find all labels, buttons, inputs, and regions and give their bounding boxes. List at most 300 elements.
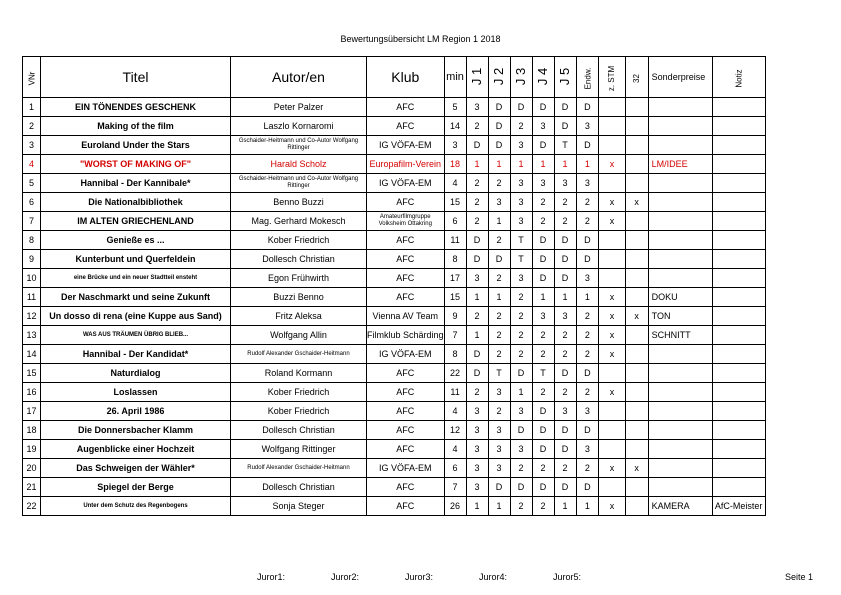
cell-j2: D <box>488 136 510 155</box>
cell-titel: Naturdialog <box>41 364 231 383</box>
cell-autor: Mag. Gerhard Mokesch <box>231 212 367 231</box>
cell-notiz <box>712 383 765 402</box>
cell-c32: x <box>625 459 648 478</box>
page-title: Bewertungsübersicht LM Region 1 2018 <box>340 34 501 44</box>
cell-notiz <box>712 459 765 478</box>
cell-j2: 2 <box>488 326 510 345</box>
cell-c32 <box>625 421 648 440</box>
cell-notiz <box>712 212 765 231</box>
cell-endw: 3 <box>576 440 599 459</box>
cell-endw: 2 <box>576 345 599 364</box>
cell-nr: 4 <box>23 155 41 174</box>
cell-j3: 1 <box>510 383 532 402</box>
cell-sonder <box>648 269 712 288</box>
cell-j4: 1 <box>532 288 554 307</box>
cell-autor: Egon Frühwirth <box>231 269 367 288</box>
cell-klub: AFC <box>367 440 445 459</box>
cell-notiz <box>712 307 765 326</box>
cell-sonder <box>648 212 712 231</box>
cell-sonder <box>648 136 712 155</box>
cell-j1: 2 <box>466 193 488 212</box>
cell-j2: 3 <box>488 459 510 478</box>
cell-j2: 3 <box>488 193 510 212</box>
cell-nr: 15 <box>23 364 41 383</box>
cell-endw: D <box>576 364 599 383</box>
cell-min: 26 <box>444 497 466 516</box>
cell-nr: 5 <box>23 174 41 193</box>
cell-zstm: x <box>599 497 625 516</box>
cell-j4: 2 <box>532 193 554 212</box>
cell-sonder <box>648 364 712 383</box>
cell-titel: Spiegel der Berge <box>41 478 231 497</box>
cell-nr: 17 <box>23 402 41 421</box>
cell-klub: AFC <box>367 421 445 440</box>
cell-endw: 3 <box>576 117 599 136</box>
cell-autor: Gschaider-Heitmann und Co-Autor Wolfgang Rittinger <box>231 136 367 155</box>
cell-endw: D <box>576 421 599 440</box>
table-row <box>23 326 766 345</box>
cell-notiz <box>712 98 765 117</box>
cell-zstm: x <box>599 307 625 326</box>
cell-j4: 3 <box>532 307 554 326</box>
cell-j5: 2 <box>554 193 576 212</box>
cell-notiz <box>712 402 765 421</box>
cell-notiz <box>712 345 765 364</box>
cell-titel: Un dosso di rena (eine Kuppe aus Sand) <box>41 307 231 326</box>
cell-sonder <box>648 231 712 250</box>
cell-j4: 3 <box>532 174 554 193</box>
table-row <box>23 212 766 231</box>
cell-sonder <box>648 174 712 193</box>
cell-zstm: x <box>599 155 625 174</box>
cell-j5: D <box>554 364 576 383</box>
cell-zstm <box>599 250 625 269</box>
cell-j2: D <box>488 117 510 136</box>
cell-klub: Amateurfilmgruppe Volksheim Ottakring <box>367 212 445 231</box>
cell-c32 <box>625 231 648 250</box>
cell-endw: 1 <box>576 288 599 307</box>
cell-autor: Gschaider-Heitmann und Co-Autor Wolfgang Rittinger <box>231 174 367 193</box>
cell-endw: D <box>576 231 599 250</box>
cell-j4: 2 <box>532 497 554 516</box>
cell-min: 17 <box>444 269 466 288</box>
cell-j2: D <box>488 478 510 497</box>
cell-j2: 3 <box>488 440 510 459</box>
cell-titel: Making of the film <box>41 117 231 136</box>
cell-endw: 1 <box>576 497 599 516</box>
juror4-label: Juror4: <box>479 572 508 582</box>
cell-j3: 2 <box>510 459 532 478</box>
cell-titel: EIN TÖNENDES GESCHENK <box>41 98 231 117</box>
cell-j1: 3 <box>466 440 488 459</box>
cell-klub: AFC <box>367 364 445 383</box>
cell-endw: 2 <box>576 307 599 326</box>
cell-c32 <box>625 402 648 421</box>
cell-j4: D <box>532 250 554 269</box>
page-number: Seite 1 <box>785 572 814 582</box>
cell-j2: 2 <box>488 174 510 193</box>
cell-zstm <box>599 402 625 421</box>
cell-titel: Das Schweigen der Wähler* <box>41 459 231 478</box>
cell-j1: D <box>466 345 488 364</box>
header-zstm: z. STM <box>599 57 625 98</box>
cell-notiz <box>712 136 765 155</box>
header-klub: Klub <box>367 57 445 98</box>
cell-j3: 2 <box>510 288 532 307</box>
cell-nr: 9 <box>23 250 41 269</box>
cell-zstm <box>599 478 625 497</box>
cell-sonder: LM/IDEE <box>648 155 712 174</box>
cell-j1: 3 <box>466 478 488 497</box>
cell-endw: 2 <box>576 326 599 345</box>
cell-titel: IM ALTEN GRIECHENLAND <box>41 212 231 231</box>
header-j1: J 1 <box>466 57 488 98</box>
table-row <box>23 231 766 250</box>
cell-min: 22 <box>444 364 466 383</box>
cell-min: 11 <box>444 383 466 402</box>
cell-zstm <box>599 117 625 136</box>
header-sonderpreise: Sonderpreise <box>648 57 712 98</box>
cell-c32 <box>625 98 648 117</box>
footer <box>0 572 841 584</box>
cell-notiz <box>712 231 765 250</box>
cell-klub: AFC <box>367 231 445 250</box>
cell-klub: AFC <box>367 497 445 516</box>
cell-j3: 3 <box>510 440 532 459</box>
cell-sonder <box>648 98 712 117</box>
cell-sonder <box>648 383 712 402</box>
cell-sonder: DOKU <box>648 288 712 307</box>
cell-titel: Der Naschmarkt und seine Zukunft <box>41 288 231 307</box>
cell-j1: 1 <box>466 326 488 345</box>
cell-sonder <box>648 440 712 459</box>
cell-zstm <box>599 98 625 117</box>
cell-c32 <box>625 288 648 307</box>
cell-autor: Dollesch Christian <box>231 478 367 497</box>
cell-j4: D <box>532 231 554 250</box>
cell-j4: D <box>532 136 554 155</box>
cell-autor: Peter Palzer <box>231 98 367 117</box>
juror2-label: Juror2: <box>331 572 360 582</box>
cell-sonder <box>648 117 712 136</box>
cell-j5: 1 <box>554 155 576 174</box>
cell-j2: 2 <box>488 307 510 326</box>
cell-endw: 3 <box>576 269 599 288</box>
cell-j5: 1 <box>554 497 576 516</box>
cell-klub: AFC <box>367 193 445 212</box>
cell-klub: AFC <box>367 288 445 307</box>
juror3-label: Juror3: <box>405 572 434 582</box>
cell-klub: AFC <box>367 117 445 136</box>
cell-j1: 2 <box>466 117 488 136</box>
cell-endw: 2 <box>576 383 599 402</box>
cell-c32 <box>625 136 648 155</box>
cell-j3: 2 <box>510 326 532 345</box>
cell-notiz: AfC-Meister <box>712 497 765 516</box>
cell-min: 8 <box>444 250 466 269</box>
cell-j5: D <box>554 231 576 250</box>
cell-zstm <box>599 269 625 288</box>
cell-j4: D <box>532 269 554 288</box>
cell-j4: D <box>532 98 554 117</box>
cell-titel: Kunterbunt und Querfeldein <box>41 250 231 269</box>
cell-j3: 3 <box>510 212 532 231</box>
cell-klub: Europafilm-Verein <box>367 155 445 174</box>
cell-endw: D <box>576 250 599 269</box>
cell-klub: AFC <box>367 269 445 288</box>
table-row <box>23 193 766 212</box>
juror1-label: Juror1: <box>257 572 286 582</box>
cell-titel: WAS AUS TRÄUMEN ÜBRIG BLIEB... <box>41 326 231 345</box>
evaluation-table <box>22 56 766 516</box>
cell-j3: 3 <box>510 269 532 288</box>
cell-j3: 2 <box>510 117 532 136</box>
cell-j3: 3 <box>510 136 532 155</box>
table-row <box>23 307 766 326</box>
cell-zstm: x <box>599 326 625 345</box>
cell-j5: 2 <box>554 459 576 478</box>
cell-nr: 22 <box>23 497 41 516</box>
cell-min: 14 <box>444 117 466 136</box>
cell-zstm: x <box>599 383 625 402</box>
cell-titel: Euroland Under the Stars <box>41 136 231 155</box>
cell-j2: 1 <box>488 497 510 516</box>
cell-c32 <box>625 364 648 383</box>
cell-j1: 1 <box>466 155 488 174</box>
cell-nr: 18 <box>23 421 41 440</box>
cell-sonder <box>648 459 712 478</box>
table-row <box>23 98 766 117</box>
cell-titel: Die Donnersbacher Klamm <box>41 421 231 440</box>
cell-min: 4 <box>444 174 466 193</box>
cell-j5: 3 <box>554 307 576 326</box>
cell-j4: 2 <box>532 345 554 364</box>
cell-nr: 20 <box>23 459 41 478</box>
cell-j3: 3 <box>510 174 532 193</box>
cell-j5: D <box>554 421 576 440</box>
cell-sonder <box>648 402 712 421</box>
cell-j2: 1 <box>488 155 510 174</box>
cell-j4: 2 <box>532 212 554 231</box>
cell-autor: Rudolf Alexander Gschaider-Heitmann <box>231 345 367 364</box>
cell-klub: IG VÖFA-EM <box>367 459 445 478</box>
cell-min: 5 <box>444 98 466 117</box>
cell-notiz <box>712 421 765 440</box>
cell-autor: Benno Buzzi <box>231 193 367 212</box>
cell-j4: D <box>532 440 554 459</box>
cell-c32 <box>625 440 648 459</box>
cell-zstm: x <box>599 212 625 231</box>
cell-j5: D <box>554 478 576 497</box>
cell-notiz <box>712 193 765 212</box>
cell-j1: 1 <box>466 288 488 307</box>
cell-c32 <box>625 383 648 402</box>
cell-j1: D <box>466 136 488 155</box>
cell-j3: D <box>510 364 532 383</box>
cell-j1: 3 <box>466 402 488 421</box>
header-min: min <box>444 57 466 98</box>
cell-nr: 19 <box>23 440 41 459</box>
cell-sonder <box>648 345 712 364</box>
cell-autor: Kober Friedrich <box>231 402 367 421</box>
cell-zstm <box>599 174 625 193</box>
cell-titel: eine Brücke und ein neuer Stadtteil ensteht <box>41 269 231 288</box>
cell-j4: D <box>532 421 554 440</box>
cell-notiz <box>712 478 765 497</box>
header-titel: Titel <box>41 57 231 98</box>
cell-min: 7 <box>444 478 466 497</box>
cell-zstm <box>599 136 625 155</box>
table-row <box>23 136 766 155</box>
cell-nr: 2 <box>23 117 41 136</box>
cell-min: 11 <box>444 231 466 250</box>
table-row <box>23 440 766 459</box>
cell-j5: D <box>554 269 576 288</box>
cell-titel: Hannibal - Der Kandidat* <box>41 345 231 364</box>
cell-j3: 2 <box>510 307 532 326</box>
cell-j1: 2 <box>466 212 488 231</box>
cell-j1: 2 <box>466 174 488 193</box>
cell-c32 <box>625 269 648 288</box>
cell-c32 <box>625 250 648 269</box>
cell-min: 8 <box>444 345 466 364</box>
cell-notiz <box>712 250 765 269</box>
cell-notiz <box>712 269 765 288</box>
cell-notiz <box>712 440 765 459</box>
cell-j4: D <box>532 478 554 497</box>
cell-endw: D <box>576 136 599 155</box>
cell-autor: Dollesch Christian <box>231 250 367 269</box>
cell-notiz <box>712 364 765 383</box>
cell-zstm <box>599 231 625 250</box>
cell-sonder <box>648 421 712 440</box>
cell-c32 <box>625 212 648 231</box>
cell-sonder: KAMERA <box>648 497 712 516</box>
cell-zstm <box>599 421 625 440</box>
cell-nr: 21 <box>23 478 41 497</box>
cell-j1: 2 <box>466 307 488 326</box>
cell-j5: 3 <box>554 174 576 193</box>
cell-nr: 11 <box>23 288 41 307</box>
cell-zstm <box>599 440 625 459</box>
cell-j2: D <box>488 250 510 269</box>
cell-j3: 2 <box>510 345 532 364</box>
header-notiz: Notiz <box>712 57 765 98</box>
cell-j5: 1 <box>554 288 576 307</box>
cell-j1: 3 <box>466 98 488 117</box>
cell-nr: 3 <box>23 136 41 155</box>
cell-j3: 3 <box>510 193 532 212</box>
cell-klub: Filmklub Schärding <box>367 326 445 345</box>
table-row <box>23 117 766 136</box>
cell-endw: 1 <box>576 155 599 174</box>
cell-sonder: SCHNITT <box>648 326 712 345</box>
cell-j3: D <box>510 421 532 440</box>
cell-titel: Genieße es ... <box>41 231 231 250</box>
cell-endw: 3 <box>576 174 599 193</box>
header-row <box>23 57 766 98</box>
cell-autor: Wolfgang Allin <box>231 326 367 345</box>
cell-autor: Dollesch Christian <box>231 421 367 440</box>
cell-c32 <box>625 497 648 516</box>
cell-j2: 1 <box>488 288 510 307</box>
cell-klub: AFC <box>367 98 445 117</box>
cell-min: 7 <box>444 326 466 345</box>
cell-notiz <box>712 288 765 307</box>
cell-j1: D <box>466 364 488 383</box>
cell-j5: 3 <box>554 402 576 421</box>
cell-klub: AFC <box>367 250 445 269</box>
cell-titel: Unter dem Schutz des Regenbogens <box>41 497 231 516</box>
cell-autor: Harald Scholz <box>231 155 367 174</box>
cell-min: 18 <box>444 155 466 174</box>
cell-autor: Laszlo Kornaromi <box>231 117 367 136</box>
header-j3: J 3 <box>510 57 532 98</box>
cell-min: 15 <box>444 288 466 307</box>
cell-autor: Kober Friedrich <box>231 383 367 402</box>
cell-endw: 2 <box>576 193 599 212</box>
cell-endw: D <box>576 478 599 497</box>
cell-c32 <box>625 155 648 174</box>
cell-klub: IG VÖFA-EM <box>367 345 445 364</box>
cell-nr: 1 <box>23 98 41 117</box>
cell-j5: 2 <box>554 383 576 402</box>
cell-c32 <box>625 117 648 136</box>
cell-j5: D <box>554 98 576 117</box>
cell-nr: 10 <box>23 269 41 288</box>
cell-min: 12 <box>444 421 466 440</box>
cell-nr: 12 <box>23 307 41 326</box>
table-row <box>23 155 766 174</box>
cell-min: 6 <box>444 459 466 478</box>
table-row <box>23 459 766 478</box>
cell-notiz <box>712 326 765 345</box>
cell-j1: 1 <box>466 497 488 516</box>
table-row <box>23 250 766 269</box>
header-j4: J 4 <box>532 57 554 98</box>
cell-j2: 2 <box>488 269 510 288</box>
cell-titel: "WORST OF MAKING OF" <box>41 155 231 174</box>
cell-zstm: x <box>599 345 625 364</box>
cell-titel: Die Nationalbibliothek <box>41 193 231 212</box>
table-row <box>23 288 766 307</box>
cell-j4: T <box>532 364 554 383</box>
cell-autor: Roland Kormann <box>231 364 367 383</box>
header-j5: J 5 <box>554 57 576 98</box>
cell-klub: AFC <box>367 383 445 402</box>
cell-j5: D <box>554 250 576 269</box>
cell-j3: 2 <box>510 497 532 516</box>
cell-j1: 3 <box>466 421 488 440</box>
cell-j2: 3 <box>488 421 510 440</box>
cell-c32 <box>625 174 648 193</box>
cell-endw: 2 <box>576 212 599 231</box>
cell-j2: 2 <box>488 231 510 250</box>
cell-titel: Loslassen <box>41 383 231 402</box>
cell-j4: D <box>532 402 554 421</box>
cell-j2: T <box>488 364 510 383</box>
cell-nr: 6 <box>23 193 41 212</box>
cell-j1: 3 <box>466 269 488 288</box>
cell-j5: D <box>554 117 576 136</box>
cell-j4: 3 <box>532 117 554 136</box>
cell-sonder <box>648 193 712 212</box>
cell-j2: 3 <box>488 383 510 402</box>
table-row <box>23 269 766 288</box>
cell-nr: 16 <box>23 383 41 402</box>
cell-min: 9 <box>444 307 466 326</box>
cell-sonder <box>648 250 712 269</box>
